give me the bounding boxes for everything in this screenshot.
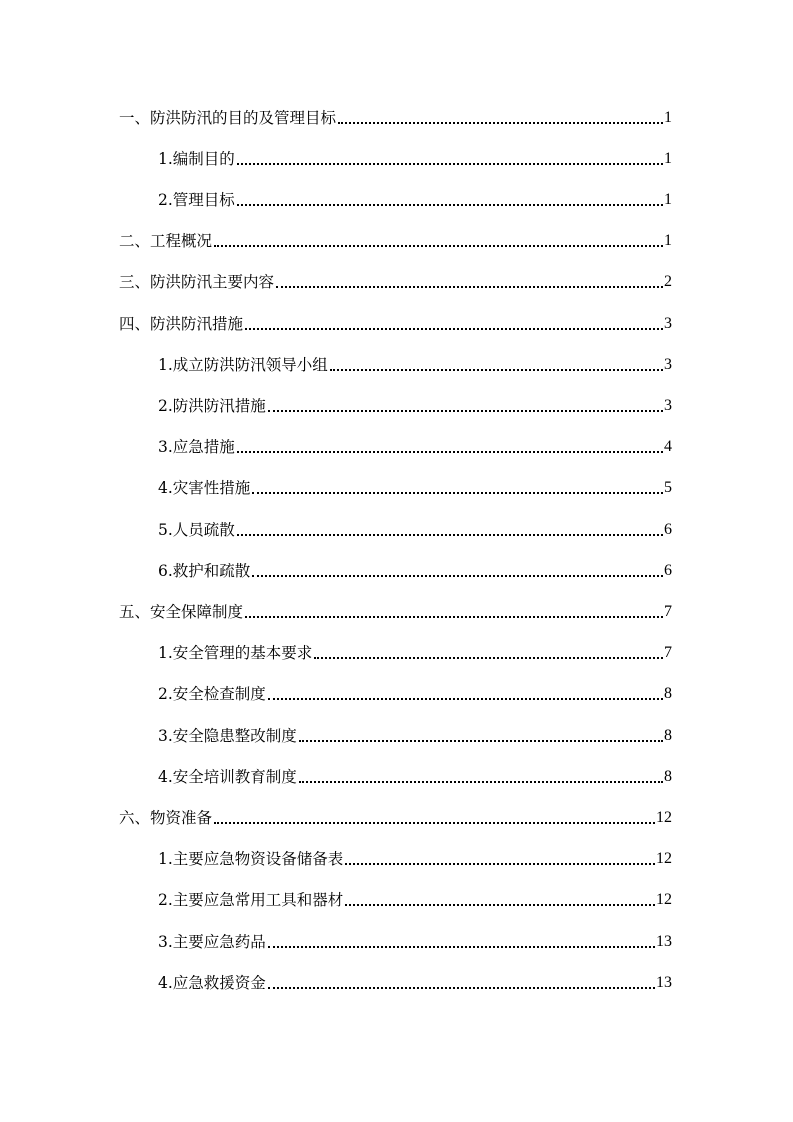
- toc-page-number: 8: [664, 727, 672, 744]
- toc-page-number: 12: [656, 850, 672, 867]
- toc-dot-leader: [345, 904, 655, 906]
- toc-page-number: 1: [664, 150, 672, 167]
- toc-dot-leader: [330, 369, 663, 371]
- toc-dot-leader: [237, 163, 663, 165]
- toc-entry-title: 2.安全检查制度: [158, 685, 266, 703]
- toc-entry-title: 2.防洪防汛措施: [158, 397, 266, 415]
- toc-page-number: 3: [664, 315, 672, 332]
- toc-entry-title: 2.主要应急常用工具和器材: [158, 891, 344, 909]
- toc-dot-leader: [252, 575, 663, 577]
- toc-page-number: 13: [656, 974, 672, 991]
- toc-entry[interactable]: [119, 598, 672, 622]
- toc-dot-leader: [245, 616, 663, 618]
- toc-page-number: 1: [664, 191, 672, 208]
- toc-entry[interactable]: [158, 145, 672, 169]
- toc-dot-leader: [214, 822, 655, 824]
- toc-dot-leader: [299, 781, 663, 783]
- toc-dot-leader: [268, 946, 655, 948]
- toc-entry-title: 五、安全保障制度: [119, 603, 244, 621]
- toc-entry[interactable]: [158, 351, 672, 375]
- toc-page-number: 6: [664, 562, 672, 579]
- toc-dot-leader: [252, 492, 663, 494]
- toc-entry-title: 3.主要应急药品: [158, 933, 266, 951]
- toc-page-number: 12: [656, 809, 672, 826]
- toc-page-number: 5: [664, 479, 672, 496]
- toc-entry[interactable]: [158, 763, 672, 787]
- toc-page-number: 7: [664, 603, 672, 620]
- toc-entry[interactable]: [119, 268, 672, 292]
- toc-entry[interactable]: [119, 804, 672, 828]
- toc-entry[interactable]: [158, 639, 672, 663]
- toc-entry[interactable]: [158, 969, 672, 993]
- toc-entry-title: 1.主要应急物资设备储备表: [158, 850, 344, 868]
- toc-dot-leader: [345, 863, 655, 865]
- toc-page-number: 3: [664, 356, 672, 373]
- toc-entry[interactable]: [158, 433, 672, 457]
- toc-entry[interactable]: [119, 227, 672, 251]
- toc-entry[interactable]: [158, 516, 672, 540]
- toc-page-number: 12: [656, 891, 672, 908]
- toc-entry-title: 4.安全培训教育制度: [158, 768, 297, 786]
- toc-entry-title: 2.管理目标: [158, 191, 235, 209]
- toc-page-number: 2: [664, 273, 672, 290]
- toc-page-number: 7: [664, 644, 672, 661]
- toc-dot-leader: [276, 286, 663, 288]
- toc-entry-title: 3.应急措施: [158, 438, 235, 456]
- toc-dot-leader: [245, 328, 663, 330]
- toc-page-number: 8: [664, 685, 672, 702]
- toc-entry-title: 5.人员疏散: [158, 521, 235, 539]
- toc-entry-title: 4.应急救援资金: [158, 974, 266, 992]
- toc-dot-leader: [338, 122, 663, 124]
- toc-entry[interactable]: [158, 557, 672, 581]
- toc-entry-title: 六、物资准备: [119, 809, 213, 827]
- toc-dot-leader: [299, 740, 663, 742]
- toc-page-number: 1: [664, 232, 672, 249]
- toc-entry-title: 1.安全管理的基本要求: [158, 644, 313, 662]
- toc-entry[interactable]: [119, 310, 672, 334]
- toc-entry[interactable]: [158, 845, 672, 869]
- toc-entry[interactable]: [119, 104, 672, 128]
- toc-dot-leader: [268, 987, 655, 989]
- toc-dot-leader: [268, 410, 663, 412]
- toc-page-number: 8: [664, 768, 672, 785]
- toc-entry-title: 6.救护和疏散: [158, 562, 251, 580]
- toc-dot-leader: [214, 245, 663, 247]
- toc-entry-title: 3.安全隐患整改制度: [158, 727, 297, 745]
- toc-dot-leader: [237, 204, 663, 206]
- toc-dot-leader: [314, 657, 663, 659]
- toc-entry-title: 1.成立防洪防汛领导小组: [158, 356, 328, 374]
- toc-entry-title: 二、工程概况: [119, 232, 213, 250]
- toc-entry-title: 一、防洪防汛的目的及管理目标: [119, 109, 337, 127]
- toc-page-number: 13: [656, 933, 672, 950]
- toc-entry[interactable]: [158, 680, 672, 704]
- toc-page-number: 3: [664, 397, 672, 414]
- toc-entry[interactable]: [158, 886, 672, 910]
- toc-dot-leader: [237, 451, 663, 453]
- toc-entry[interactable]: [158, 474, 672, 498]
- toc-entry[interactable]: [158, 928, 672, 952]
- toc-dot-leader: [268, 698, 663, 700]
- toc-entry[interactable]: [158, 186, 672, 210]
- toc-dot-leader: [237, 534, 663, 536]
- toc-entry[interactable]: [158, 392, 672, 416]
- toc-page-number: 6: [664, 521, 672, 538]
- toc-entry-title: 1.编制目的: [158, 150, 235, 168]
- toc-page-number: 4: [664, 438, 672, 455]
- toc-entry-title: 四、防洪防汛措施: [119, 315, 244, 333]
- toc-entry-title: 4.灾害性措施: [158, 479, 251, 497]
- toc-entry[interactable]: [158, 722, 672, 746]
- toc-page-number: 1: [664, 109, 672, 126]
- toc-entry-title: 三、防洪防汛主要内容: [119, 273, 275, 291]
